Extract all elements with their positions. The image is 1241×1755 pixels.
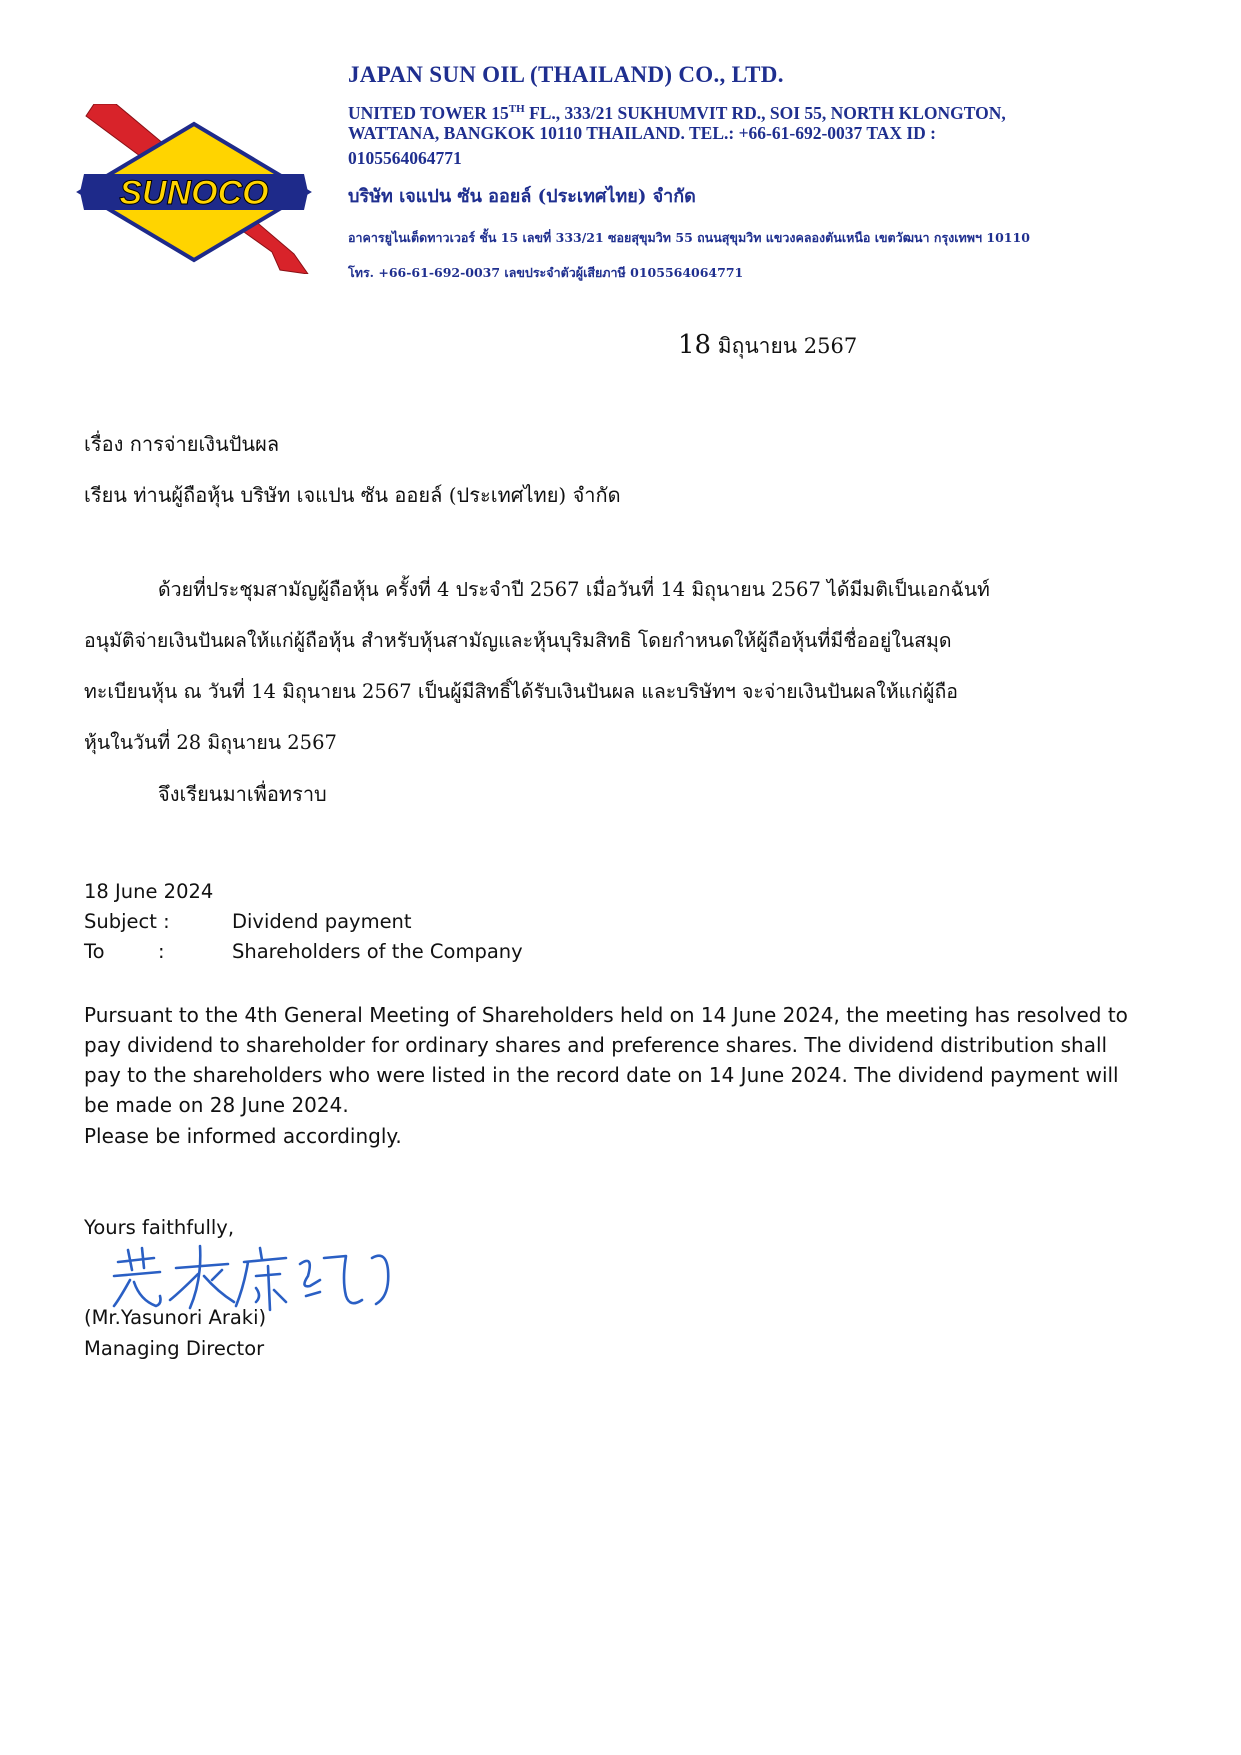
signer-title: Managing Director [84, 1337, 265, 1360]
address-line-3: 0105564064771 [348, 148, 462, 168]
subject-label: Subject : [84, 910, 170, 933]
thai-body-line: หุ้นในวันที่ 28 มิถุนายน 2567 [84, 731, 337, 754]
to-colon: : [158, 940, 165, 963]
thai-body-line: ด้วยที่ประชุมสามัญผู้ถือหุ้น ครั้งที่ 4 ประจำปี 2567 เมื่อวันที่ 14 มิถุนายน 2567 ได้มีมติเป็นเอกฉันท์ [158, 578, 990, 601]
thai-body-line: ทะเบียนหุ้น ณ วันที่ 14 มิถุนายน 2567 เป็นผู้มีสิทธิ์ได้รับเงินปันผล และบริษัทฯ จะจ่ายเงินปันผลให้แก่ผู้ถือ [84, 680, 958, 703]
thai-address: อาคารยูไนเต็ดทาวเวอร์ ชั้น 15 เลขที่ 333/21 ซอยสุขุมวิท 55 ถนนสุขุมวิท แขวงคลองตันเหนือ เขตวัฒนา กรุงเทพฯ 10110 [348, 230, 1030, 245]
english-body-line: Please be informed accordingly. [84, 1124, 402, 1148]
english-body-line: pay to the shareholders who were listed in the record date on 14 June 2024. The dividend payment will [84, 1063, 1119, 1087]
closing-salutation: Yours faithfully, [84, 1216, 235, 1239]
english-body-line: Pursuant to the 4th General Meeting of Shareholders held on 14 June 2024, the meeting has resolved to [84, 1003, 1128, 1027]
thai-recipient: เรียน ท่านผู้ถือหุ้น บริษัท เจแปน ซัน ออยล์ (ประเทศไทย) จำกัด [84, 483, 621, 507]
english-body-line: be made on 28 June 2024. [84, 1093, 349, 1117]
english-body-line: pay dividend to shareholder for ordinary shares and preference shares. The dividend distribution shall [84, 1033, 1108, 1057]
address-line-1: UNITED TOWER 15TH FL., 333/21 SUKHUMVIT RD., SOI 55, NORTH KLONGTON, [348, 102, 1006, 123]
thai-date: 18 มิถุนายน 2567 [678, 330, 858, 360]
signer-name: (Mr.Yasunori Araki) [84, 1306, 267, 1329]
subject-value: Dividend payment [232, 910, 412, 933]
to-label: To [84, 940, 105, 963]
address-line-2: WATTANA, BANGKOK 10110 THAILAND. TEL.: +66-61-692-0037 TAX ID : [348, 123, 937, 143]
thai-company-name: บริษัท เจแปน ซัน ออยล์ (ประเทศไทย) จำกัด [348, 186, 696, 207]
thai-closing: จึงเรียนมาเพื่อทราบ [158, 782, 327, 806]
thai-body-line: อนุมัติจ่ายเงินปันผลให้แก่ผู้ถือหุ้น สำหรับหุ้นสามัญและหุ้นบุริมสิทธิ โดยกำหนดให้ผู้ถือหุ้นที่มีชื่ออยู่ในสมุด [84, 629, 952, 652]
english-date: 18 June 2024 [84, 880, 214, 903]
thai-contact: โทร. +66-61-692-0037 เลขประจำตัวผู้เสียภาษี 0105564064771 [348, 265, 744, 280]
logo-text: SUNOCO [119, 174, 269, 212]
sunoco-logo [76, 104, 312, 274]
company-name: JAPAN SUN OIL (THAILAND) CO., LTD. [348, 62, 784, 87]
to-value: Shareholders of the Company [232, 940, 523, 963]
thai-subject: เรื่อง การจ่ายเงินปันผล [84, 432, 280, 456]
